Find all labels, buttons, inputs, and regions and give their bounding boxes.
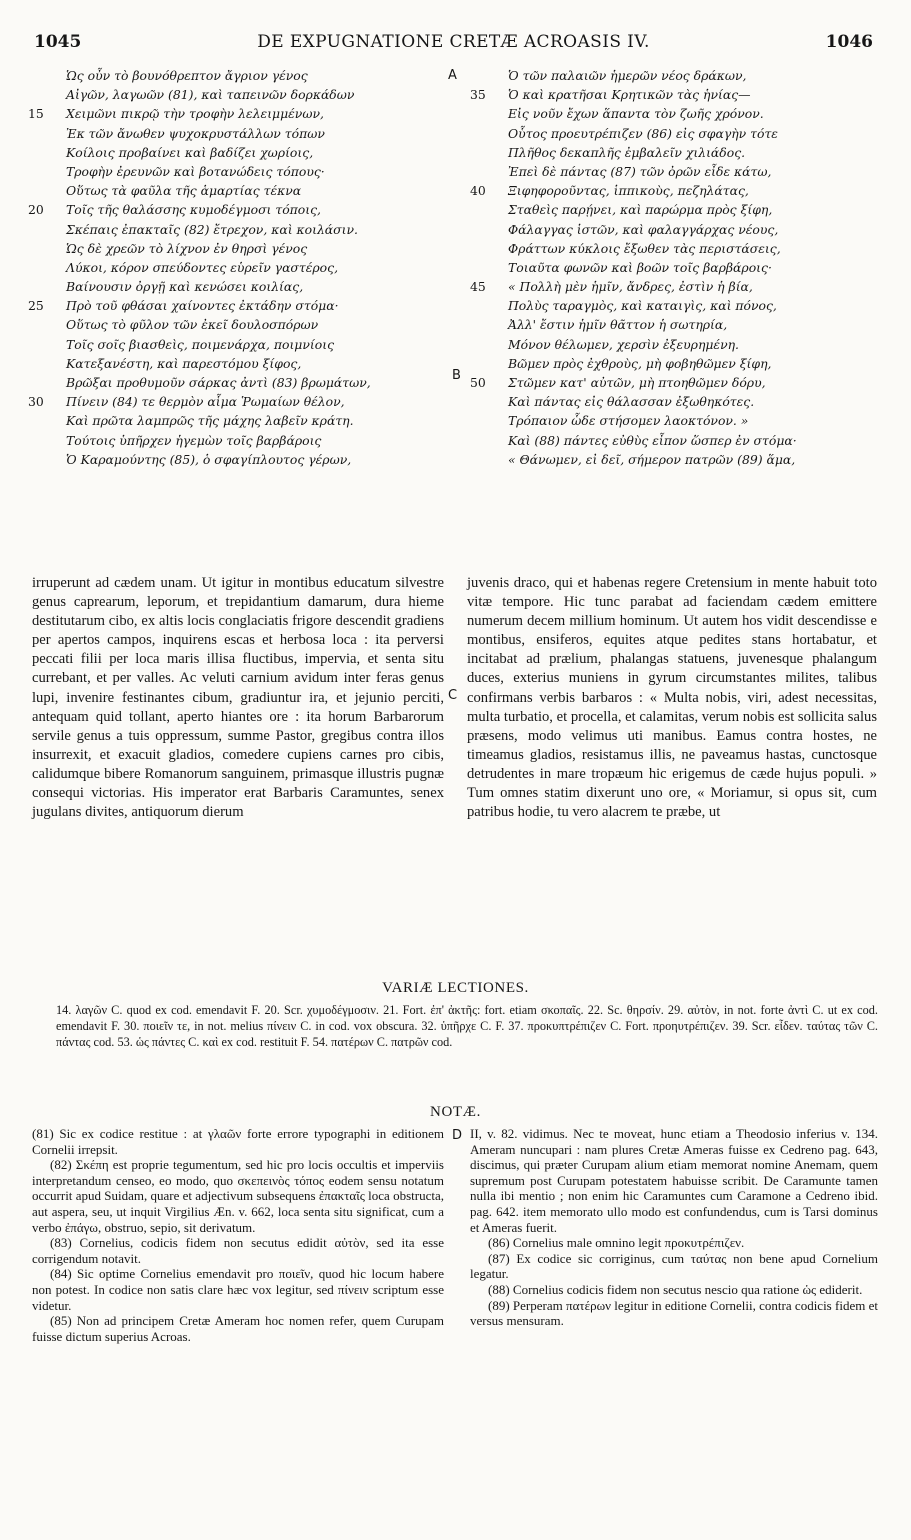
verse-text: Σταθεὶς παρῄνει, καὶ παρώρμα πρὸς ξίφη,: [508, 202, 773, 218]
verse-line: [470, 66, 880, 85]
verse-text: Καὶ πάντας εἰς θάλασσαν ἐξωθηκότες.: [508, 394, 755, 410]
margin-mark-b: B: [452, 368, 461, 383]
verse-text: Βαίνουσιν ὀργῇ καὶ κενώσει κοιλίας,: [66, 279, 304, 295]
verse-line: [470, 296, 880, 315]
verse-line: [28, 277, 448, 296]
verse-text: Μόνον θέλωμεν, χερσὶν ἐξευρημένη.: [508, 336, 739, 352]
page-number-right: 1046: [825, 32, 873, 52]
verse-number: 15: [28, 106, 44, 122]
notes-left-column: [32, 1126, 444, 1344]
verse-line: [470, 335, 880, 354]
verse-number: 50: [470, 375, 486, 390]
verse-line: [28, 450, 448, 469]
verse-text: Ἐκ τῶν ἄνωθεν ψυχοκρυστάλλων τόπων: [66, 125, 325, 141]
verse-line: [470, 258, 880, 277]
verse-text: Οὕτως τὰ φαῦλα τῆς ἁμαρτίας τέκνα: [66, 183, 302, 199]
verse-text: Χειμῶνι πικρῷ τὴν τροφὴν λελειμμένων,: [66, 106, 324, 122]
verse-text: Ἐπεὶ δὲ πάντας (87) τῶν ὀρῶν εἶδε κάτω,: [508, 163, 772, 179]
verse-line: [28, 85, 448, 104]
verse-text: Ξιφηφοροῦντας, ἱππικοὺς, πεζηλάτας,: [508, 183, 749, 199]
verse-text: Οὕτως τὸ φῦλον τῶν ἐκεῖ δουλοσπόρων: [66, 317, 319, 333]
verse-text: Βῶμεν πρὸς ἐχθροὺς, μὴ φοβηθῶμεν ξίφη,: [508, 355, 772, 371]
verse-text: Πρὸ τοῦ φθάσαι χαίνοντες ἐκτάδην στόμα·: [66, 298, 339, 314]
verse-line: [28, 431, 448, 450]
verse-line: [28, 200, 448, 219]
greek-verse-left-column: [28, 66, 448, 469]
verse-text: Φάλαγγας ἱστῶν, καὶ φαλαγγάρχας νέους,: [508, 221, 779, 237]
verse-line: [28, 220, 448, 239]
verse-line: [28, 162, 448, 181]
verse-number: 45: [470, 279, 486, 295]
verse-line: [470, 181, 880, 200]
running-title: DE EXPUGNATIONE CRETÆ ACROASIS IV.: [257, 32, 650, 52]
note-83: (83) Cornelius, codicis fidem non secutus edidit αὐτὸν, sed ita esse corrigendum notavit.: [32, 1235, 444, 1266]
verse-line: [470, 450, 880, 469]
note-86: (86) Cornelius male omnino legit προκυτρέπιζεν.: [488, 1235, 745, 1251]
verse-text: Κοίλοις προβαίνει καὶ βαδίζει χωρίοις,: [66, 144, 314, 160]
greek-verse-right-column: [470, 66, 880, 469]
verse-line: [470, 431, 880, 450]
verse-text: Καὶ (88) πάντες εὐθὺς εἶπον ὥσπερ ἐν στόμα·: [508, 432, 797, 448]
verse-line: [28, 296, 448, 315]
note-88: (88) Cornelius codicis fidem non secutus nescio qua ratione ὡς ediderit.: [488, 1281, 863, 1297]
note-85-continued: II, v. 82. vidimus. Nec te moveat, hunc etiam a Theodosio inferius v. 134. Ameram nuncupari : nam plures Cretæ Ameras fuisse ex Cedreno pag. 643, discimus, qui præter Curupam alium etiam memorat nomine Anemam, quem supremum post Curupam potestatem habuisse scribit. De Caramunte tamen nulla ibi mentio ; non enim hic Caramuntes cum Caramone a Cedreno ibid. pag. 642. item memorato ullo modo est confundendus, cum is Tarsi dominus et Ameras fuerit.: [470, 1126, 878, 1235]
verse-text: Λύκοι, κόρον σπεύδοντες εὑρεῖν γαστέρος,: [66, 259, 339, 275]
verse-text: Τοῖς τῆς θαλάσσης κυμοδέγμοσι τόποις,: [66, 202, 321, 218]
verse-text: Πλῆθος δεκαπλῆς ἐμβαλεῖν χιλιάδος.: [508, 144, 746, 160]
verse-line: [470, 411, 880, 430]
verse-text: Καὶ πρῶτα λαμπρῶς τῆς μάχης λαβεῖν κράτη.: [66, 413, 354, 429]
verse-number: 35: [470, 87, 486, 103]
variae-lectiones-text: 14. λαγῶν C. quod ex cod. emendavit F. 20. Scr. χυμοδέγμοσιν. 21. Fort. ἐπ' ἀκτῆς: fort. etiam σκοπαῖς. 22. Sc. θηρσίν. 29. αὐτὸν, in not. forte ἀντὶ C. ut ex cod. emendavit F. 30. ποιεῖν τε, in not. melius πίνειν C. in cod. vox obscura. 32. ὑπῆρχε C. F. 37. προκυπτρέπιζεν C. Fort. προηυτρέπιζεν. 39. Scr. εἶδεν. ταύτας τῶν C. πάντας cod. 53. ὡς πάντες C. καὶ ex cod. restituit F. 54. πατέρων C. πατρῶν cod.: [56, 1003, 878, 1049]
page-header: [34, 32, 873, 56]
verse-text: « Θάνωμεν, εἰ δεῖ, σήμερον πατρῶν (89) ἅμα,: [508, 451, 796, 467]
verse-text: Βρῶξαι προθυμοῦν σάρκας ἀντὶ (83) βρωμάτων,: [66, 375, 371, 390]
verse-text: Τούτοις ὑπῆρχεν ἡγεμὼν τοῖς βαρβάροις: [66, 432, 322, 448]
verse-text: Ὁ τῶν παλαιῶν ἡμερῶν νέος δράκων,: [508, 68, 747, 83]
verse-number: 20: [28, 202, 44, 218]
verse-line: [470, 124, 880, 143]
latin-translation-right: juvenis draco, qui et habenas regere Cretensium in mente habuit toto vitæ tempore. Hic tunc parabat ad faciendam cædem emittere numerum decem millium hominum. Ut autem hos vidit descendisse e montibus, ensiferos, equites atque pedites stans hortabatur, et incitabat ad prælium, phalangas statuens, juvenesque phalangum duces, exterius muniens in gyrum circumstantes milites, talibus confirmans verbis barbaros : « Multa nobis, viri, adest necessitas, multa turbatio, et procella, et calamitas, verum nobis est sollicita salus præsens, modo velimus uti manibus. Eamus contra hostes, ne timeamus gladios, resistamus illis, ne paveamus hastas, cunctosque detrudentes in mare tropæum hic erigemus de cæde hujus populi. » Tum omnes statim dixerunt uno ore, « Moriamur, si opus sit, cum patribus hodie, tu vero alacrem te præbe, ut: [467, 575, 877, 821]
verse-line: [28, 315, 448, 334]
verse-text: Σκέπαις ἐπακταῖς (82) ἔτρεχον, καὶ κοιλάσιν.: [66, 221, 358, 237]
verse-text: Εἰς νοῦν ἔχων ἅπαντα τὸν ζωῆς χρόνον.: [508, 106, 764, 122]
verse-line: [28, 239, 448, 258]
verse-line: [470, 104, 880, 123]
verse-line: [470, 315, 880, 334]
verse-line: [28, 258, 448, 277]
verse-text: Οὗτος προευτρέπιζεν (86) εἰς σφαγὴν τότε: [508, 125, 778, 141]
verse-number: 30: [28, 394, 44, 410]
verse-line: [28, 335, 448, 354]
verse-text: Πίνειν (84) τε θερμὸν αἷμα Ῥωμαίων θέλον,: [66, 394, 345, 410]
variae-lectiones-heading: VARIÆ LECTIONES.: [382, 980, 529, 996]
verse-line: [28, 143, 448, 162]
verse-text: Τροφὴν ἐρευνῶν καὶ βοτανώδεις τόπους·: [66, 163, 325, 179]
note-84: (84) Sic optime Cornelius emendavit pro ποιεῖν, quod hic locum habere non potest. In codice non satis clare hæc vox legitur, sed πίνειν scriptum esse videtur.: [32, 1266, 444, 1313]
verse-text: Φράττων κύκλοις ἔξωθεν τὰς περιστάσεις,: [508, 240, 781, 256]
latin-translation-left: irruperunt ad cædem unam. Ut igitur in montibus educatum silvestre genus caprearum, leporum, et trepidantium damarum, dura hieme destitutarum cibo, ex altis locis conglaciatis frigore descendit gradiens per apertos campos, inquirens escas et herbosa loca : ita perversi peccati filii per loca maris illisa fluctibus, impervia, et senta situ currebant, et per valles. Ac veluti carnium avidum inter feras genus lupi, invenire festinantes cibum, gradiuntur ira, et jejunio perciti, antequam quid tollant, aperto hiantes ore : ita horum Barbarorum servile genus a tuis oppressum, summe Pastor, gregibus contra illos insurrexit, et exacuit gladios, comedere cupiens carnes pro cibis, calidumque bibere Romanorum sanguinem, primasque illustris pugnæ consequi victorias. His imperator erat Barbaris Caramuntes, senex jugulans divites, antiquorum dierum: [32, 575, 444, 821]
notes-right-column: [470, 1126, 878, 1329]
verse-number: 40: [470, 183, 486, 199]
verse-text: Ὁ καὶ κρατῆσαι Κρητικῶν τὰς ἡνίας—: [508, 87, 751, 103]
verse-line: [470, 143, 880, 162]
verse-line: [470, 85, 880, 104]
verse-line: [470, 373, 880, 392]
verse-text: Τοιαῦτα φωνῶν καὶ βοῶν τοῖς βαρβάροις·: [508, 259, 772, 275]
verse-line: [28, 411, 448, 430]
verse-text: « Πολλὴ μὲν ἡμῖν, ἄνδρες, ἐστὶν ἡ βία,: [508, 279, 753, 295]
note-82: (82) Σκέπη est proprie tegumentum, sed hic pro locis occultis et imperviis interpretandum censeo, eo modo, quo σκεπεινὸς τόπος eodem sensu notatum occurrit apud Suidam, quare et adjectivum subsequens ἐπακταῖς loca obstructa, aut aspera, seu, ut inquit Virgilius Æn. v. 662, loca senta situ significat, cum a verbo ἐπάγω, obstruo, sepio, sit derivatum.: [32, 1157, 444, 1235]
verse-text: Αἰγῶν, λαγωῶν (81), καὶ ταπεινῶν δορκάδων: [66, 87, 355, 103]
margin-mark-c: C: [448, 688, 458, 703]
verse-text: Τρόπαιον ὧδε στήσομεν λαοκτόνον. »: [508, 413, 749, 429]
note-87: (87) Ex codice sic corriginus, cum ταύτας non bene apud Cornelium legatur.: [470, 1250, 878, 1282]
verse-line: [28, 354, 448, 373]
verse-line: [470, 392, 880, 411]
margin-mark-a: A: [448, 68, 457, 83]
margin-mark-d: D: [452, 1128, 463, 1143]
verse-text: Ὡς δὲ χρεῶν τὸ λίχνον ἐν θηρσὶ γένος: [66, 240, 308, 256]
verse-text: Κατεξανέστη, καὶ παρεστόμου ξίφος,: [66, 355, 302, 371]
verse-number: 25: [28, 298, 44, 314]
verse-line: [470, 354, 880, 373]
verse-line: [470, 239, 880, 258]
notae-heading: NOTÆ.: [430, 1104, 481, 1120]
verse-line: [470, 277, 880, 296]
verse-text: Ὁ Καραμούντης (85), ὁ σφαγίπλουτος γέρων,: [66, 451, 352, 467]
verse-text: Ὡς οὖν τὸ βουνόθρεπτον ἄγριον γένος: [66, 68, 308, 83]
verse-line: [28, 373, 448, 392]
note-89: (89) Perperam πατέρων legitur in editione Cornelii, contra codicis fidem et versus mensuram.: [470, 1297, 878, 1329]
verse-line: [470, 200, 880, 219]
verse-text: Τοῖς σοῖς βιασθεὶς, ποιμενάρχα, ποιμνίοις: [66, 336, 335, 352]
verse-text: Στῶμεν κατ' αὐτῶν, μὴ πτοηθῶμεν δόρυ,: [508, 375, 766, 390]
note-85: (85) Non ad principem Cretæ Ameram hoc nomen refer, quem Curupam fuisse dictum superius Acroas.: [32, 1313, 444, 1344]
verse-line: [28, 392, 448, 411]
verse-line: [28, 66, 448, 85]
verse-line: [470, 220, 880, 239]
verse-line: [470, 162, 880, 181]
verse-line: [28, 181, 448, 200]
page-number-left: 1045: [34, 32, 82, 52]
verse-line: [28, 124, 448, 143]
note-81: (81) Sic ex codice restitue : at γλαῶν forte errore typographi in editionem Cornelii irrepsit.: [32, 1126, 444, 1157]
verse-line: [28, 104, 448, 123]
verse-text: Πολὺς ταραγμὸς, καὶ καταιγὶς, καὶ πόνος,: [508, 298, 777, 314]
verse-text: Ἀλλ' ἔστιν ἡμῖν θᾶττον ἡ σωτηρία,: [508, 317, 728, 333]
